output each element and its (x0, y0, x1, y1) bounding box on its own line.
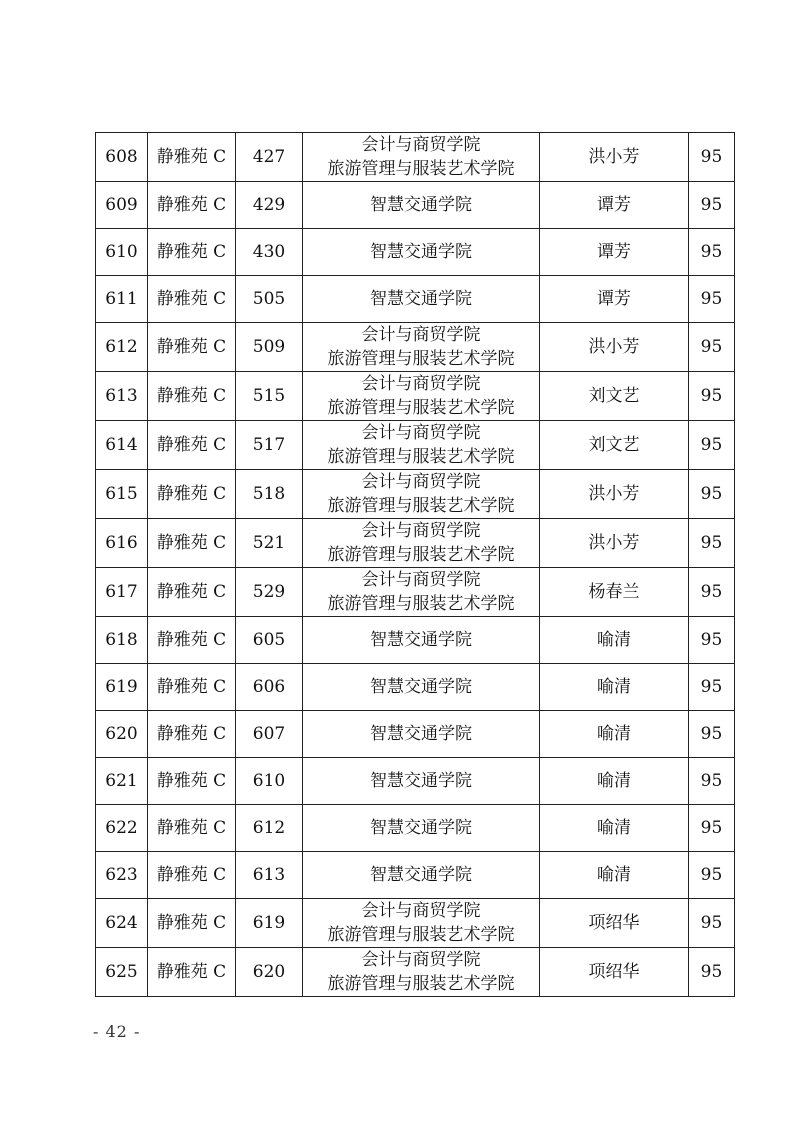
building-cell: 静雅苑 C (148, 470, 236, 519)
building-cell: 静雅苑 C (148, 276, 236, 323)
building-cell: 静雅苑 C (148, 617, 236, 664)
college-cell (303, 519, 540, 568)
teacher-cell: 项绍华 (540, 948, 689, 997)
teacher-cell: 喻清 (540, 852, 689, 899)
score-cell: 95 (689, 519, 735, 568)
room-cell: 619 (236, 899, 303, 948)
score-cell: 95 (689, 229, 735, 276)
building-cell: 静雅苑 C (148, 421, 236, 470)
college-line-2: 旅游管理与服装艺术学院 (327, 974, 515, 994)
room-cell: 610 (236, 758, 303, 805)
row-number-cell: 625 (96, 948, 148, 997)
score-cell: 95 (689, 568, 735, 617)
table-row (96, 758, 735, 805)
page-number: - 42 - (93, 1022, 141, 1041)
college-line-1: 会计与商贸学院 (361, 521, 481, 541)
college-line-1: 会计与商贸学院 (361, 901, 481, 921)
score-cell: 95 (689, 276, 735, 323)
table-row (96, 805, 735, 852)
building-cell: 静雅苑 C (148, 899, 236, 948)
row-number-cell: 608 (96, 133, 148, 182)
college-line-1: 会计与商贸学院 (361, 374, 481, 394)
table-row (96, 617, 735, 664)
college-line-2: 旅游管理与服装艺术学院 (327, 447, 515, 467)
college-line-1: 智慧交通学院 (370, 724, 472, 744)
college-cell (303, 276, 540, 323)
college-cell (303, 805, 540, 852)
table-row (96, 664, 735, 711)
college-line-1: 智慧交通学院 (370, 630, 472, 650)
teacher-cell: 项绍华 (540, 899, 689, 948)
room-cell: 612 (236, 805, 303, 852)
row-number-cell: 620 (96, 711, 148, 758)
college-cell (303, 568, 540, 617)
score-cell: 95 (689, 711, 735, 758)
score-cell: 95 (689, 948, 735, 997)
row-number-cell: 621 (96, 758, 148, 805)
table-row (96, 519, 735, 568)
building-cell: 静雅苑 C (148, 664, 236, 711)
teacher-cell: 喻清 (540, 664, 689, 711)
teacher-cell: 杨春兰 (540, 568, 689, 617)
score-cell: 95 (689, 421, 735, 470)
college-cell (303, 182, 540, 229)
score-cell: 95 (689, 899, 735, 948)
building-cell: 静雅苑 C (148, 711, 236, 758)
table-row (96, 899, 735, 948)
row-number-cell: 610 (96, 229, 148, 276)
college-cell (303, 711, 540, 758)
college-line-2: 旅游管理与服装艺术学院 (327, 349, 515, 369)
table-row (96, 568, 735, 617)
table-row (96, 276, 735, 323)
table-row (96, 470, 735, 519)
college-line-1: 智慧交通学院 (370, 818, 472, 838)
college-line-1: 会计与商贸学院 (361, 423, 481, 443)
building-cell: 静雅苑 C (148, 948, 236, 997)
room-cell: 613 (236, 852, 303, 899)
row-number-cell: 617 (96, 568, 148, 617)
row-number-cell: 612 (96, 323, 148, 372)
building-cell: 静雅苑 C (148, 133, 236, 182)
college-line-2: 旅游管理与服装艺术学院 (327, 159, 515, 179)
teacher-cell: 刘文艺 (540, 421, 689, 470)
table-row (96, 133, 735, 182)
score-cell: 95 (689, 805, 735, 852)
college-cell (303, 758, 540, 805)
table-row (96, 711, 735, 758)
room-cell: 427 (236, 133, 303, 182)
teacher-cell: 喻清 (540, 805, 689, 852)
teacher-cell: 洪小芳 (540, 519, 689, 568)
score-cell: 95 (689, 852, 735, 899)
college-cell (303, 421, 540, 470)
college-cell (303, 229, 540, 276)
teacher-cell: 洪小芳 (540, 133, 689, 182)
room-cell: 518 (236, 470, 303, 519)
college-line-1: 会计与商贸学院 (361, 472, 481, 492)
building-cell: 静雅苑 C (148, 323, 236, 372)
table-row (96, 948, 735, 997)
college-line-2: 旅游管理与服装艺术学院 (327, 925, 515, 945)
building-cell: 静雅苑 C (148, 182, 236, 229)
room-cell: 521 (236, 519, 303, 568)
college-line-1: 会计与商贸学院 (361, 135, 481, 155)
college-cell (303, 133, 540, 182)
teacher-cell: 洪小芳 (540, 470, 689, 519)
college-line-1: 智慧交通学院 (370, 771, 472, 791)
room-cell: 509 (236, 323, 303, 372)
row-number-cell: 622 (96, 805, 148, 852)
room-cell: 605 (236, 617, 303, 664)
row-number-cell: 624 (96, 899, 148, 948)
college-cell (303, 852, 540, 899)
building-cell: 静雅苑 C (148, 805, 236, 852)
college-cell (303, 617, 540, 664)
row-number-cell: 609 (96, 182, 148, 229)
row-number-cell: 619 (96, 664, 148, 711)
teacher-cell: 谭芳 (540, 229, 689, 276)
teacher-cell: 谭芳 (540, 276, 689, 323)
college-line-1: 智慧交通学院 (370, 242, 472, 262)
college-line-1: 智慧交通学院 (370, 677, 472, 697)
college-line-1: 智慧交通学院 (370, 865, 472, 885)
score-cell: 95 (689, 182, 735, 229)
score-cell: 95 (689, 133, 735, 182)
score-cell: 95 (689, 664, 735, 711)
teacher-cell: 谭芳 (540, 182, 689, 229)
score-cell: 95 (689, 617, 735, 664)
building-cell: 静雅苑 C (148, 519, 236, 568)
college-line-2: 旅游管理与服装艺术学院 (327, 398, 515, 418)
room-cell: 606 (236, 664, 303, 711)
row-number-cell: 614 (96, 421, 148, 470)
teacher-cell: 刘文艺 (540, 372, 689, 421)
building-cell: 静雅苑 C (148, 852, 236, 899)
college-line-2: 旅游管理与服装艺术学院 (327, 545, 515, 565)
building-cell: 静雅苑 C (148, 229, 236, 276)
room-cell: 505 (236, 276, 303, 323)
table-row (96, 182, 735, 229)
teacher-cell: 喻清 (540, 617, 689, 664)
college-cell (303, 899, 540, 948)
score-cell: 95 (689, 323, 735, 372)
room-cell: 517 (236, 421, 303, 470)
college-cell (303, 948, 540, 997)
college-cell (303, 323, 540, 372)
table-row (96, 421, 735, 470)
college-line-1: 会计与商贸学院 (361, 325, 481, 345)
table-row (96, 323, 735, 372)
college-line-1: 智慧交通学院 (370, 195, 472, 215)
row-number-cell: 616 (96, 519, 148, 568)
building-cell: 静雅苑 C (148, 372, 236, 421)
college-line-1: 会计与商贸学院 (361, 570, 481, 590)
score-cell: 95 (689, 758, 735, 805)
teacher-cell: 洪小芳 (540, 323, 689, 372)
dormitory-score-table (95, 132, 735, 997)
college-line-1: 会计与商贸学院 (361, 950, 481, 970)
room-cell: 429 (236, 182, 303, 229)
row-number-cell: 615 (96, 470, 148, 519)
row-number-cell: 618 (96, 617, 148, 664)
room-cell: 430 (236, 229, 303, 276)
college-cell (303, 372, 540, 421)
room-cell: 607 (236, 711, 303, 758)
college-cell (303, 470, 540, 519)
row-number-cell: 623 (96, 852, 148, 899)
table-row (96, 372, 735, 421)
score-cell: 95 (689, 470, 735, 519)
room-cell: 515 (236, 372, 303, 421)
building-cell: 静雅苑 C (148, 568, 236, 617)
room-cell: 529 (236, 568, 303, 617)
teacher-cell: 喻清 (540, 758, 689, 805)
table-row (96, 852, 735, 899)
college-line-1: 智慧交通学院 (370, 289, 472, 309)
college-line-2: 旅游管理与服装艺术学院 (327, 594, 515, 614)
college-line-2: 旅游管理与服装艺术学院 (327, 496, 515, 516)
row-number-cell: 611 (96, 276, 148, 323)
table-row (96, 229, 735, 276)
table-body (96, 133, 735, 997)
building-cell: 静雅苑 C (148, 758, 236, 805)
teacher-cell: 喻清 (540, 711, 689, 758)
score-cell: 95 (689, 372, 735, 421)
room-cell: 620 (236, 948, 303, 997)
college-cell (303, 664, 540, 711)
row-number-cell: 613 (96, 372, 148, 421)
